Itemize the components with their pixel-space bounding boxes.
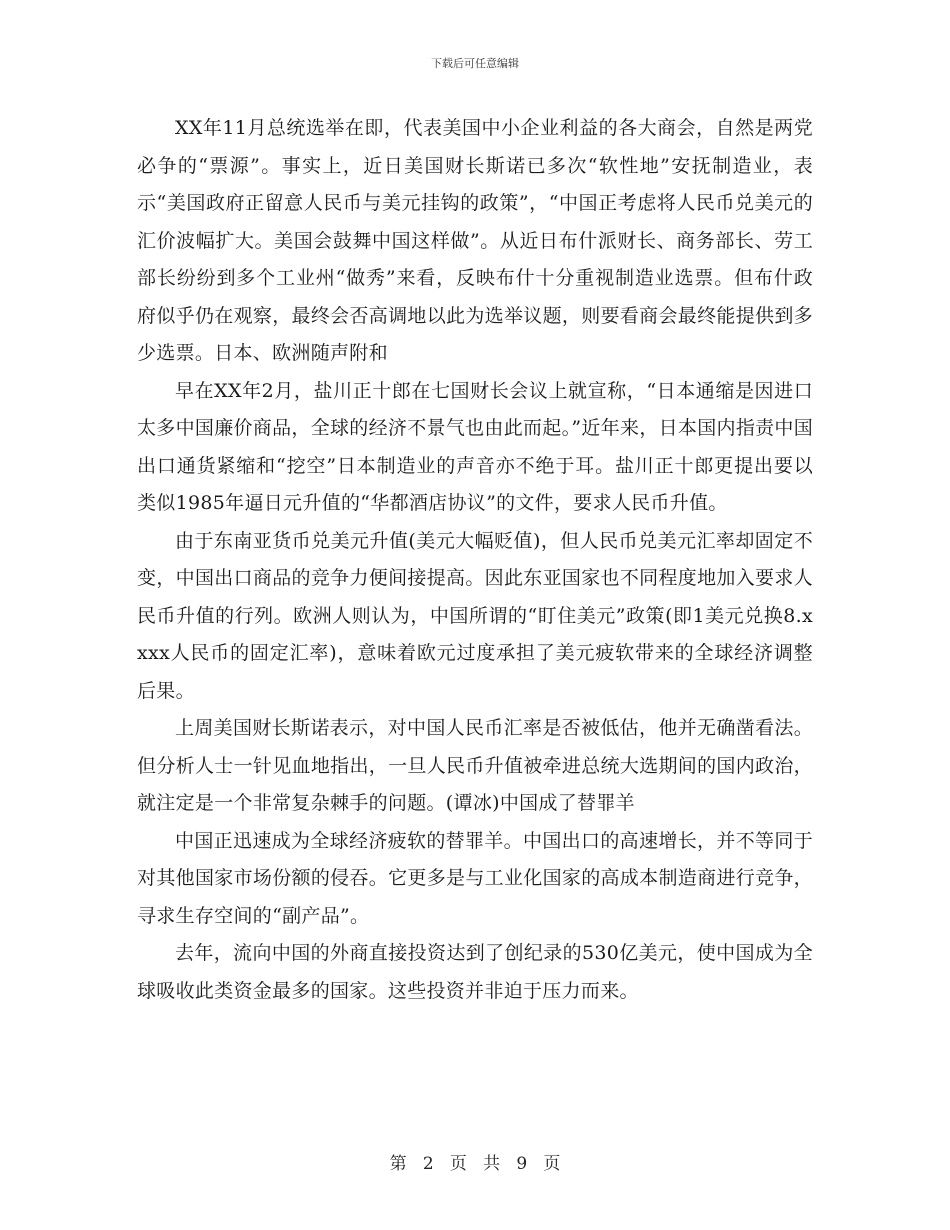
footer-label-ye: 页 — [449, 1154, 467, 1174]
current-page-number: 2 — [422, 1154, 434, 1174]
paragraph-6: 去年，流向中国的外商直接投资达到了创纪录的530亿美元，使中国成为全球吸收此类资金最多的国家。这些投资并非迫于压力而来。 — [137, 942, 813, 1002]
page-footer — [0, 1149, 950, 1174]
paragraph-3: 由于东南亚货币兑美元升值(美元大幅贬值)，但人民币兑美元汇率却固定不变，中国出口商品的竞争力便间接提高。因此东亚国家也不同程度地加入要求人民币升值的行列。欧洲人则认为，中国所谓的“盯住美元”政策(即1美元兑换8.xxxx人民币的固定汇率)，意味着欧元过度承担了美元疲软带来的全球经济调整后果。 — [137, 529, 813, 702]
total-pages-number: 9 — [516, 1154, 528, 1174]
paragraph-5: 中国正迅速成为全球经济疲软的替罪羊。中国出口的高速增长，并不等同于对其他国家市场份额的侵吞。它更多是与工业化国家的高成本制造商进行竞争，寻求生存空间的“副产品”。 — [137, 829, 813, 927]
paragraph-1: XX年11月总统选举在即，代表美国中小企业利益的各大商会，自然是两党必争的“票源”。事实上，近日美国财长斯诺已多次“软性地”安抚制造业，表示“美国政府正留意人民币与美元挂钩的政策”，“中国正考虑将人民币兑美元的汇价波幅扩大。美国会鼓舞中国这样做”。从近日布什派财长、商务部长、劳工部长纷纷到多个工业州“做秀”来看，反映布什十分重视制造业选票。但布什政府似乎仍在观察，最终会否高调地以此为选举议题，则要看商会最终能提供到多少选票。日本、欧洲随声附和 — [137, 117, 813, 364]
footer-label-gong: 共 — [483, 1154, 501, 1174]
paragraph-2: 早在XX年2月，盐川正十郎在七国财长会议上就宣称，“日本通缩是因进口太多中国廉价商品，全球的经济不景气也由此而起。”近年来，日本国内指责中国出口通货紧缩和“挖空”日本制造业的声音亦不绝于耳。盐川正十郎更提出要以类似1985年逼日元升值的“华都酒店协议”的文件，要求人民币升值。 — [137, 379, 814, 514]
footer-label-di: 第 — [389, 1154, 407, 1174]
document-body — [137, 110, 813, 1010]
footer-label-ye2: 页 — [543, 1154, 561, 1174]
page-header: 下载后可任意编辑 — [431, 57, 519, 70]
paragraph-4: 上周美国财长斯诺表示，对中国人民币汇率是否被低估，他并无确凿看法。但分析人士一针见血地指出，一旦人民币升值被牵进总统大选期间的国内政治，就注定是一个非常复杂棘手的问题。(谭冰)中国成了替罪羊 — [137, 717, 813, 814]
